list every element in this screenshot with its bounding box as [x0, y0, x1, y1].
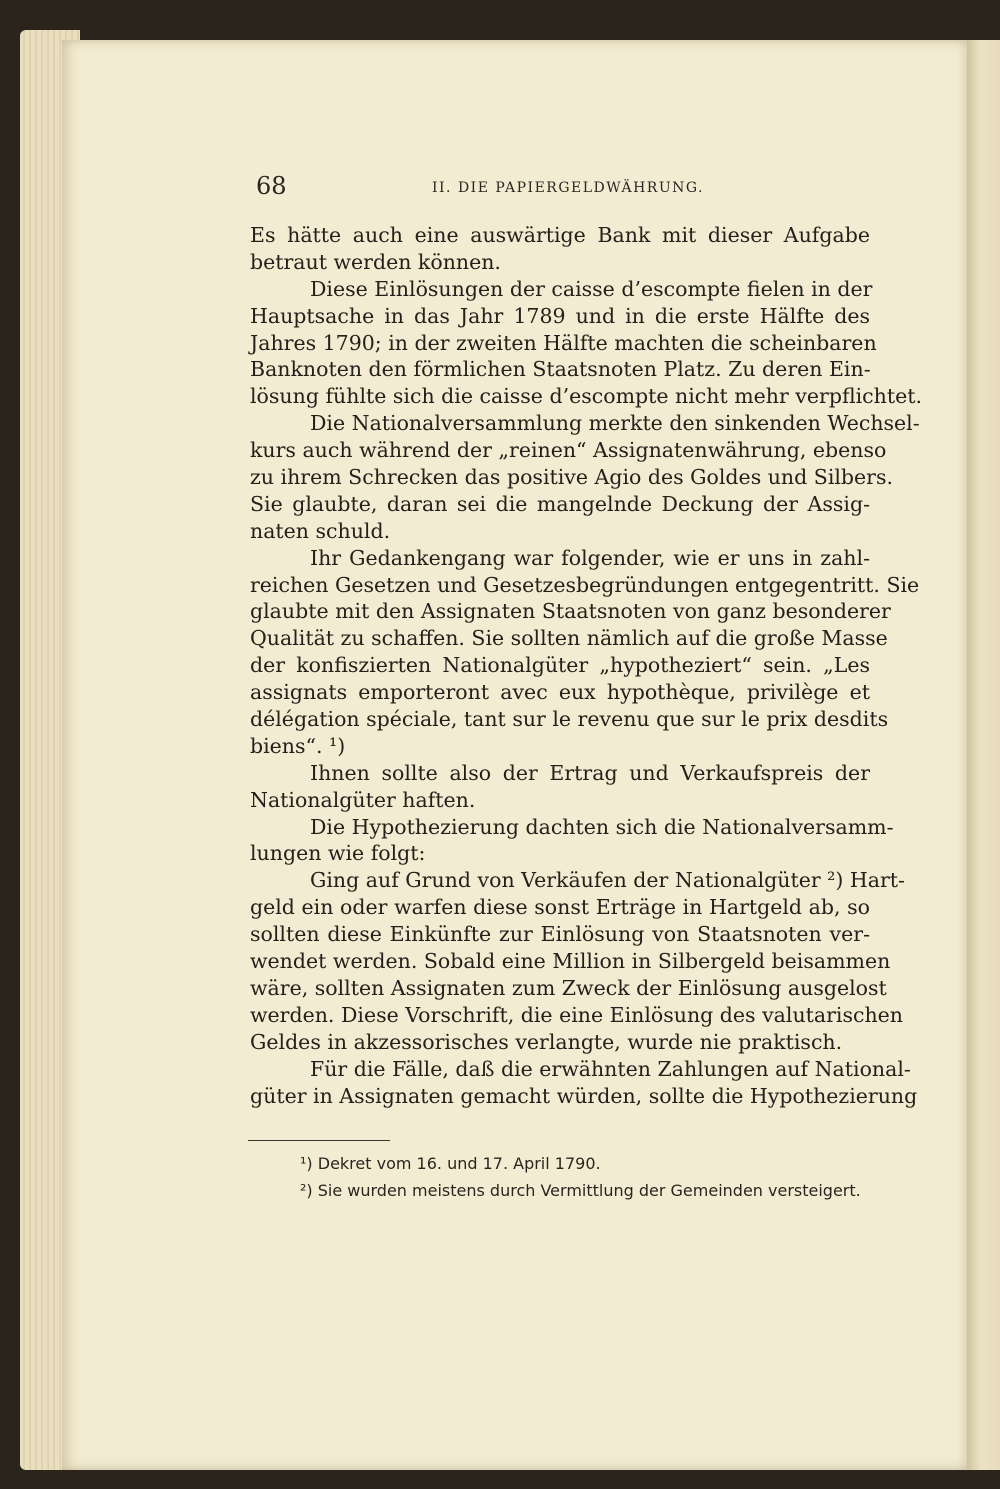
text-line: naten schuld. [250, 518, 391, 543]
footnote [300, 1177, 880, 1204]
footnote [300, 1150, 880, 1177]
text-line: Qualität zu schaffen. Sie sollten nämlich auf die große Masse [250, 626, 888, 651]
text-line: assignats emporteront avec eux hypothèque, privilège et [250, 680, 870, 705]
text-line: lösung fühlte sich die caisse d’escompte nicht mehr verpflichtet. [250, 384, 922, 409]
facing-page-edge [967, 40, 1000, 1470]
text-line: reichen Gesetzen und Gesetzesbegründungen entgegentritt. Sie [250, 572, 920, 597]
text-line: Diese Einlösungen der caisse d’escompte fielen in der [310, 276, 873, 301]
text-line: biens“. ¹) [250, 733, 346, 758]
text-line: Für die Fälle, daß die erwähnten Zahlungen auf National- [310, 1056, 911, 1081]
body-text [250, 222, 922, 1109]
text-line: glaubte mit den Assignaten Staatsnoten von ganz besonderer [250, 599, 891, 624]
text-line: lungen wie folgt: [250, 841, 426, 866]
text-line: Sie glaubte, daran sei die mangelnde Deckung der Assig- [250, 491, 870, 516]
text-line: Die Hypothezierung dachten sich die Nationalversamm- [310, 814, 894, 839]
footnote-text: Dekret vom 16. und 17. April 1790. [317, 1154, 601, 1173]
footnote-mark: ²) [300, 1181, 313, 1200]
text-line: wendet werden. Sobald eine Million in Silbergeld beisammen [250, 949, 891, 974]
text-line: werden. Diese Vorschrift, die eine Einlösung des valutarischen [250, 1002, 904, 1027]
text-line: Nationalgüter haften. [250, 787, 476, 812]
text-line: sollten diese Einkünfte zur Einlösung von Staatsnoten ver- [250, 922, 870, 947]
text-line: güter in Assignaten gemacht würden, sollte die Hypothezierung [250, 1083, 918, 1108]
text-line: Ihr Gedankengang war folgender, wie er uns in zahl- [310, 545, 870, 570]
footnote-rule [248, 1140, 390, 1141]
text-line: Ging auf Grund von Verkäufen der Nationalgüter ²) Hart- [310, 868, 905, 893]
text-line: Es hätte auch eine auswärtige Bank mit dieser Aufgabe [250, 223, 870, 247]
text-line: der konfiszierten Nationalgüter „hypotheziert“ sein. „Les [250, 653, 870, 678]
text-line: délégation spéciale, tant sur le revenu que sur le prix desdits [250, 707, 889, 732]
text-line: kurs auch während der „reinen“ Assignatenwährung, ebenso [250, 438, 887, 463]
text-line: betraut werden können. [250, 249, 501, 274]
footnotes [300, 1150, 880, 1204]
text-line: Jahres 1790; in der zweiten Hälfte machten die scheinbaren [250, 330, 877, 355]
text-line: Hauptsache in das Jahr 1789 und in die erste Hälfte des [250, 303, 870, 328]
text-line: Banknoten den förmlichen Staatsnoten Platz. Zu deren Ein- [250, 357, 871, 382]
text-line: geld ein oder warfen diese sonst Erträge in Hartgeld ab, so [250, 895, 870, 920]
text-line: zu ihrem Schrecken das positive Agio des Goldes und Silbers. [250, 465, 894, 490]
text-line: Die Nationalversammlung merkte den sinkenden Wechsel- [310, 411, 920, 436]
footnote-mark: ¹) [300, 1154, 313, 1173]
running-head: II. DIE PAPIERGELDWÄHRUNG. [432, 180, 705, 196]
footnote-text: Sie wurden meistens durch Vermittlung der Gemeinden versteigert. [317, 1181, 861, 1200]
text-line: wäre, sollten Assignaten zum Zweck der Einlösung ausgelost [250, 975, 887, 1000]
page-number: 68 [256, 172, 287, 200]
text-line: Geldes in akzessorisches verlangte, wurde nie praktisch. [250, 1029, 843, 1054]
text-line: Ihnen sollte also der Ertrag und Verkaufspreis der [310, 760, 870, 785]
